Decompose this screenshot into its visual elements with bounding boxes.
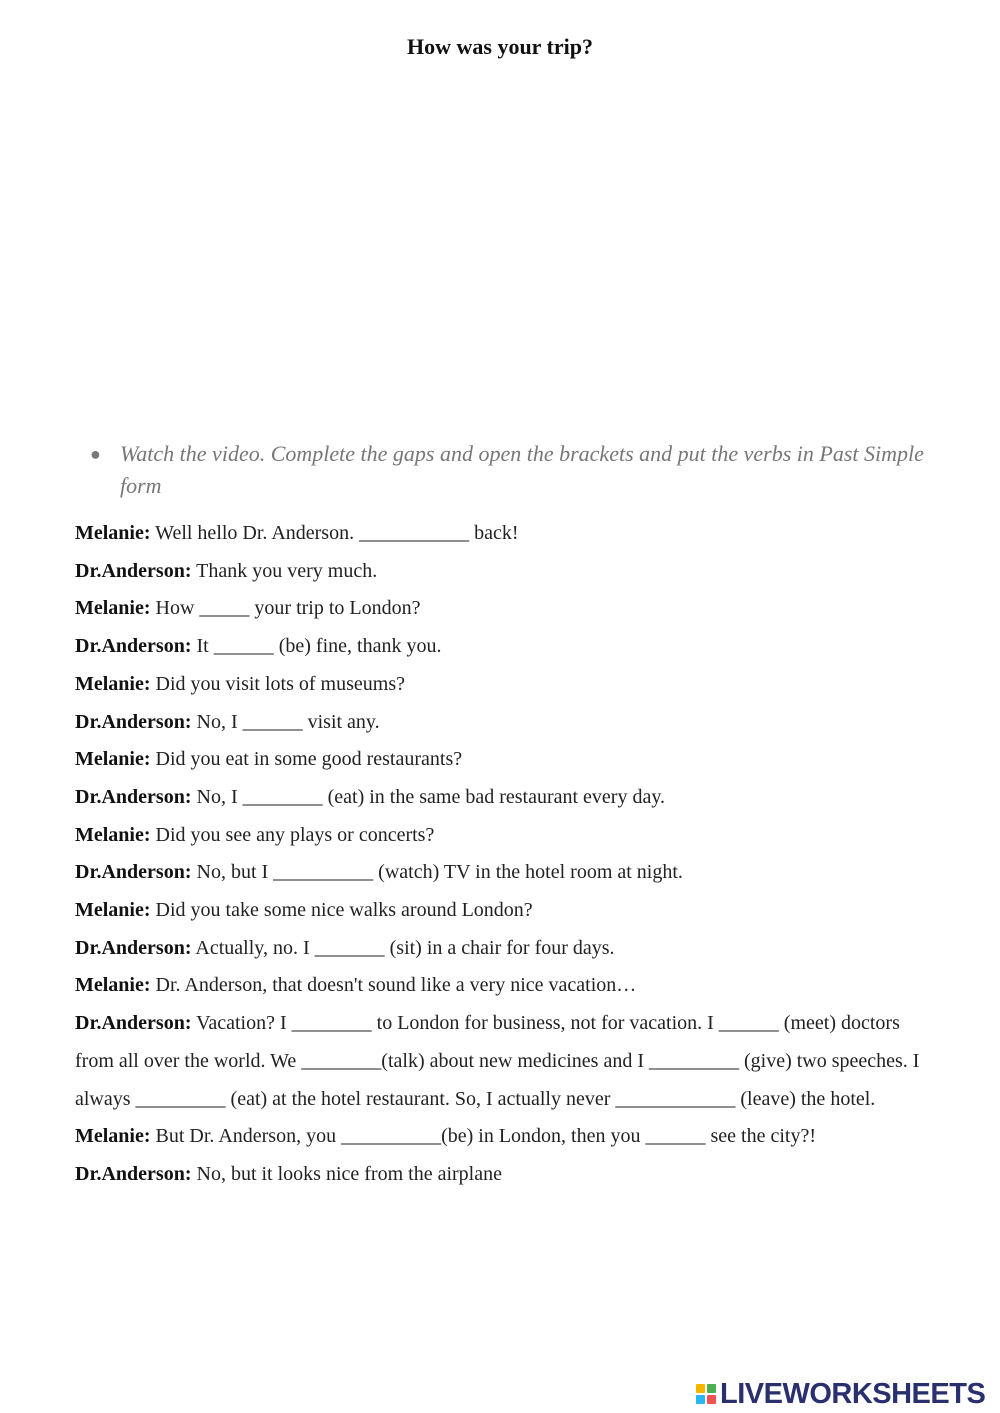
- logo-square: [696, 1384, 705, 1393]
- line-text: Dr. Anderson, that doesn't sound like a very nice vacation…: [150, 974, 637, 997]
- dialogue-line: [75, 854, 935, 892]
- line-text: No, I ______ visit any.: [191, 710, 380, 733]
- line-text: How _____ your trip to London?: [150, 597, 421, 620]
- line-text: It ______ (be) fine, thank you.: [191, 635, 442, 658]
- dialogue-line: [75, 553, 935, 591]
- dialogue-line: [75, 704, 935, 742]
- video-placeholder[interactable]: [75, 80, 925, 420]
- logo-icon: [696, 1384, 716, 1404]
- logo-square: [696, 1395, 705, 1404]
- line-text: Did you visit lots of museums?: [150, 672, 405, 695]
- line-text: No, but I __________ (watch) TV in the hotel room at night.: [191, 861, 683, 884]
- speaker: Melanie:: [75, 974, 151, 997]
- dialogue-line: [75, 666, 935, 704]
- speaker: Melanie:: [75, 748, 151, 771]
- speaker: Dr.Anderson:: [75, 861, 192, 884]
- dialogue-line: [75, 892, 935, 930]
- speaker: Melanie:: [75, 1125, 151, 1148]
- speaker: Dr.Anderson:: [75, 936, 192, 959]
- dialogue: [75, 515, 935, 1194]
- line-text: But Dr. Anderson, you __________(be) in London, then you ______ see the city?!: [150, 1125, 816, 1148]
- speaker: Dr.Anderson:: [75, 1162, 192, 1185]
- speaker: Dr.Anderson:: [75, 635, 192, 658]
- line-text: No, I ________ (eat) in the same bad restaurant every day.: [191, 785, 666, 808]
- instruction-text: Watch the video. Complete the gaps and open the brackets and put the verbs in Past Simple form: [120, 441, 924, 498]
- line-text: No, but it looks nice from the airplane: [191, 1162, 502, 1185]
- line-text: Actually, no. I _______ (sit) in a chair for four days.: [191, 936, 615, 959]
- dialogue-line: [75, 817, 935, 855]
- speaker: Melanie:: [75, 672, 151, 695]
- line-text: Vacation? I ________ to London for business, not for vacation. I ______ (meet) doctors from all over the world. We ________(talk) about new medicines and I _________ (give) two speeches. I always _________ (eat) at the hotel restaurant. So, I actually never ____________ (leave) the hotel.: [75, 1012, 920, 1110]
- instruction: [90, 438, 930, 502]
- dialogue-line: [75, 741, 935, 779]
- speaker: Melanie:: [75, 899, 151, 922]
- line-text: Did you take some nice walks around London?: [150, 899, 533, 922]
- dialogue-line: [75, 1005, 935, 1118]
- line-text: Well hello Dr. Anderson. ___________ back!: [150, 522, 519, 544]
- line-text: Did you eat in some good restaurants?: [150, 748, 463, 771]
- liveworksheets-logo[interactable]: [696, 1377, 985, 1411]
- dialogue-line: [75, 628, 935, 666]
- dialogue-line: [75, 930, 935, 968]
- speaker: Dr.Anderson:: [75, 1012, 192, 1035]
- dialogue-line: [75, 590, 935, 628]
- logo-square: [707, 1395, 716, 1404]
- bullet-icon: ●: [90, 444, 101, 464]
- speaker: Dr.Anderson:: [75, 710, 192, 733]
- logo-square: [707, 1384, 716, 1393]
- page-title: How was your trip?: [407, 34, 593, 59]
- speaker: Dr.Anderson:: [75, 785, 192, 808]
- speaker: Melanie:: [75, 597, 151, 620]
- logo-text: LIVEWORKSHEETS: [720, 1377, 986, 1410]
- speaker: Melanie:: [75, 823, 151, 846]
- dialogue-line: [75, 967, 935, 1005]
- dialogue-line: [75, 515, 935, 553]
- speaker: Dr.Anderson:: [75, 559, 192, 582]
- dialogue-line: [75, 1118, 935, 1156]
- line-text: Did you see any plays or concerts?: [150, 823, 435, 846]
- speaker: Melanie:: [75, 522, 151, 544]
- dialogue-line: [75, 1156, 935, 1194]
- line-text: Thank you very much.: [191, 559, 378, 582]
- dialogue-line: [75, 779, 935, 817]
